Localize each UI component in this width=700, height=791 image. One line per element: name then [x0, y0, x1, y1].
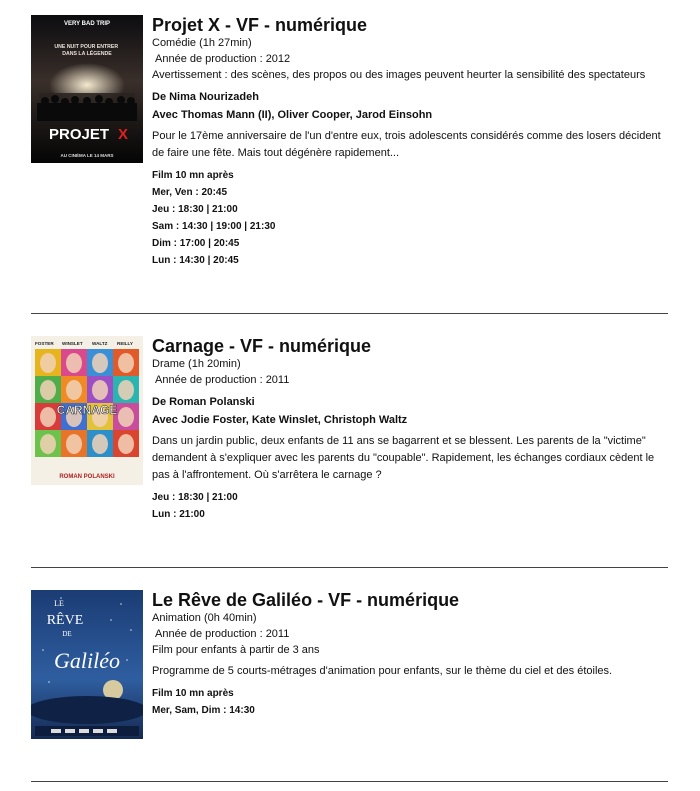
movie-year: Année de production : 2012	[155, 53, 291, 65]
showtime-line: Mer, Sam, Dim : 14:30	[152, 705, 255, 716]
carnage-poster-image	[31, 336, 143, 485]
movie-synopsis: Dans un jardin public, deux enfants de 11 ans se bagarrent et se blessent. Les parents de la "victime" demandent à s'expliquer avec les parents du "coupable". Rapidement, les échanges cordiaux cèdent le pas à l'affrontement. Où s'arrêtera le carnage ?	[152, 435, 655, 481]
svg-text:X: X	[117, 126, 129, 143]
showtime-line: Sam : 14:30 | 19:00 | 21:30	[152, 221, 276, 232]
svg-text:Galiléo: Galiléo	[54, 648, 120, 673]
svg-text:REILLY: REILLY	[117, 341, 133, 346]
movie-divider	[31, 313, 668, 314]
movie-poster[interactable]	[31, 590, 143, 739]
showtime-line: Jeu : 18:30 | 21:00	[152, 492, 238, 503]
movie-director: De Nima Nourizadeh	[152, 91, 259, 103]
showtime-line: Lun : 14:30 | 20:45	[152, 255, 239, 266]
movie-genre: Animation (0h 40min)	[152, 612, 257, 624]
movie-divider	[31, 781, 668, 782]
movie-title[interactable]: Le Rêve de Galiléo - VF - numérique	[152, 590, 460, 610]
movie-genre: Drame (1h 20min)	[152, 358, 241, 370]
movie-info	[152, 15, 700, 269]
movie-year: Année de production : 2011	[155, 374, 290, 386]
svg-text:RÊVE: RÊVE	[46, 613, 84, 628]
movie-item	[31, 590, 700, 770]
galileo-poster-image	[31, 590, 143, 739]
movie-synopsis: Programme de 5 courts-métrages d'animation pour enfants, sur le thème du ciel et des étoiles.	[152, 665, 613, 677]
movie-divider	[31, 567, 668, 568]
movie-title[interactable]: Carnage - VF - numérique	[152, 336, 372, 356]
movie-director: De Roman Polanski	[152, 396, 255, 408]
svg-text:LE: LE	[54, 599, 64, 608]
showtime-line: Lun : 21:00	[152, 509, 205, 520]
movie-item	[31, 336, 700, 546]
movie-info	[152, 590, 700, 719]
showtime-line: Dim : 17:00 | 20:45	[152, 238, 240, 249]
movie-title[interactable]: Projet X - VF - numérique	[152, 15, 368, 35]
svg-text:VERY BAD TRIP: VERY BAD TRIP	[63, 21, 111, 27]
movie-showtimes	[152, 167, 700, 269]
movie-cast: Avec Jodie Foster, Kate Winslet, Christoph Waltz	[152, 414, 408, 426]
movie-showtimes	[152, 489, 700, 523]
movie-warning: Avertissement : des scènes, des propos ou des images peuvent heurter la sensibilité des spectateurs	[152, 69, 646, 81]
svg-text:WINSLET: WINSLET	[62, 341, 83, 346]
movie-poster[interactable]	[31, 336, 143, 485]
movie-year: Année de production : 2011	[155, 628, 290, 640]
movie-cast: Avec Thomas Mann (II), Oliver Cooper, Jarod Einsohn	[152, 109, 433, 121]
movie-info	[152, 336, 700, 523]
showtime-note: Film 10 mn après	[152, 170, 234, 181]
movie-genre: Comédie (1h 27min)	[152, 37, 252, 49]
svg-text:CARNAGE: CARNAGE	[56, 403, 118, 417]
movie-poster[interactable]	[31, 15, 143, 163]
showtime-note: Film 10 mn après	[152, 688, 234, 699]
svg-text:DE: DE	[62, 630, 72, 638]
movie-showtimes	[152, 685, 700, 719]
movie-synopsis: Pour le 17ème anniversaire de l'un d'entre eux, trois adolescents considérés comme des losers décident de faire une fête. Mais tout dégénère rapidement...	[152, 130, 661, 159]
showtime-line: Jeu : 18:30 | 21:00	[152, 204, 238, 215]
projet-x-poster-image	[31, 15, 143, 163]
svg-text:AU CINÉMA LE 14 MARS: AU CINÉMA LE 14 MARS	[60, 153, 114, 158]
svg-text:UNE NUIT POUR ENTRER D: UNE NUIT POUR ENTRER DANS LA LÉGENDE	[54, 44, 119, 57]
movie-item	[31, 15, 700, 295]
svg-text:ROMAN POLANSKI: ROMAN POLANSKI	[59, 474, 115, 480]
movie-age-rating: Film pour enfants à partir de 3 ans	[152, 644, 320, 656]
svg-text:FOSTER: FOSTER	[35, 341, 54, 346]
svg-text:PROJET: PROJET	[48, 126, 110, 143]
svg-text:WALTZ: WALTZ	[92, 341, 108, 346]
showtime-line: Mer, Ven : 20:45	[152, 187, 228, 198]
